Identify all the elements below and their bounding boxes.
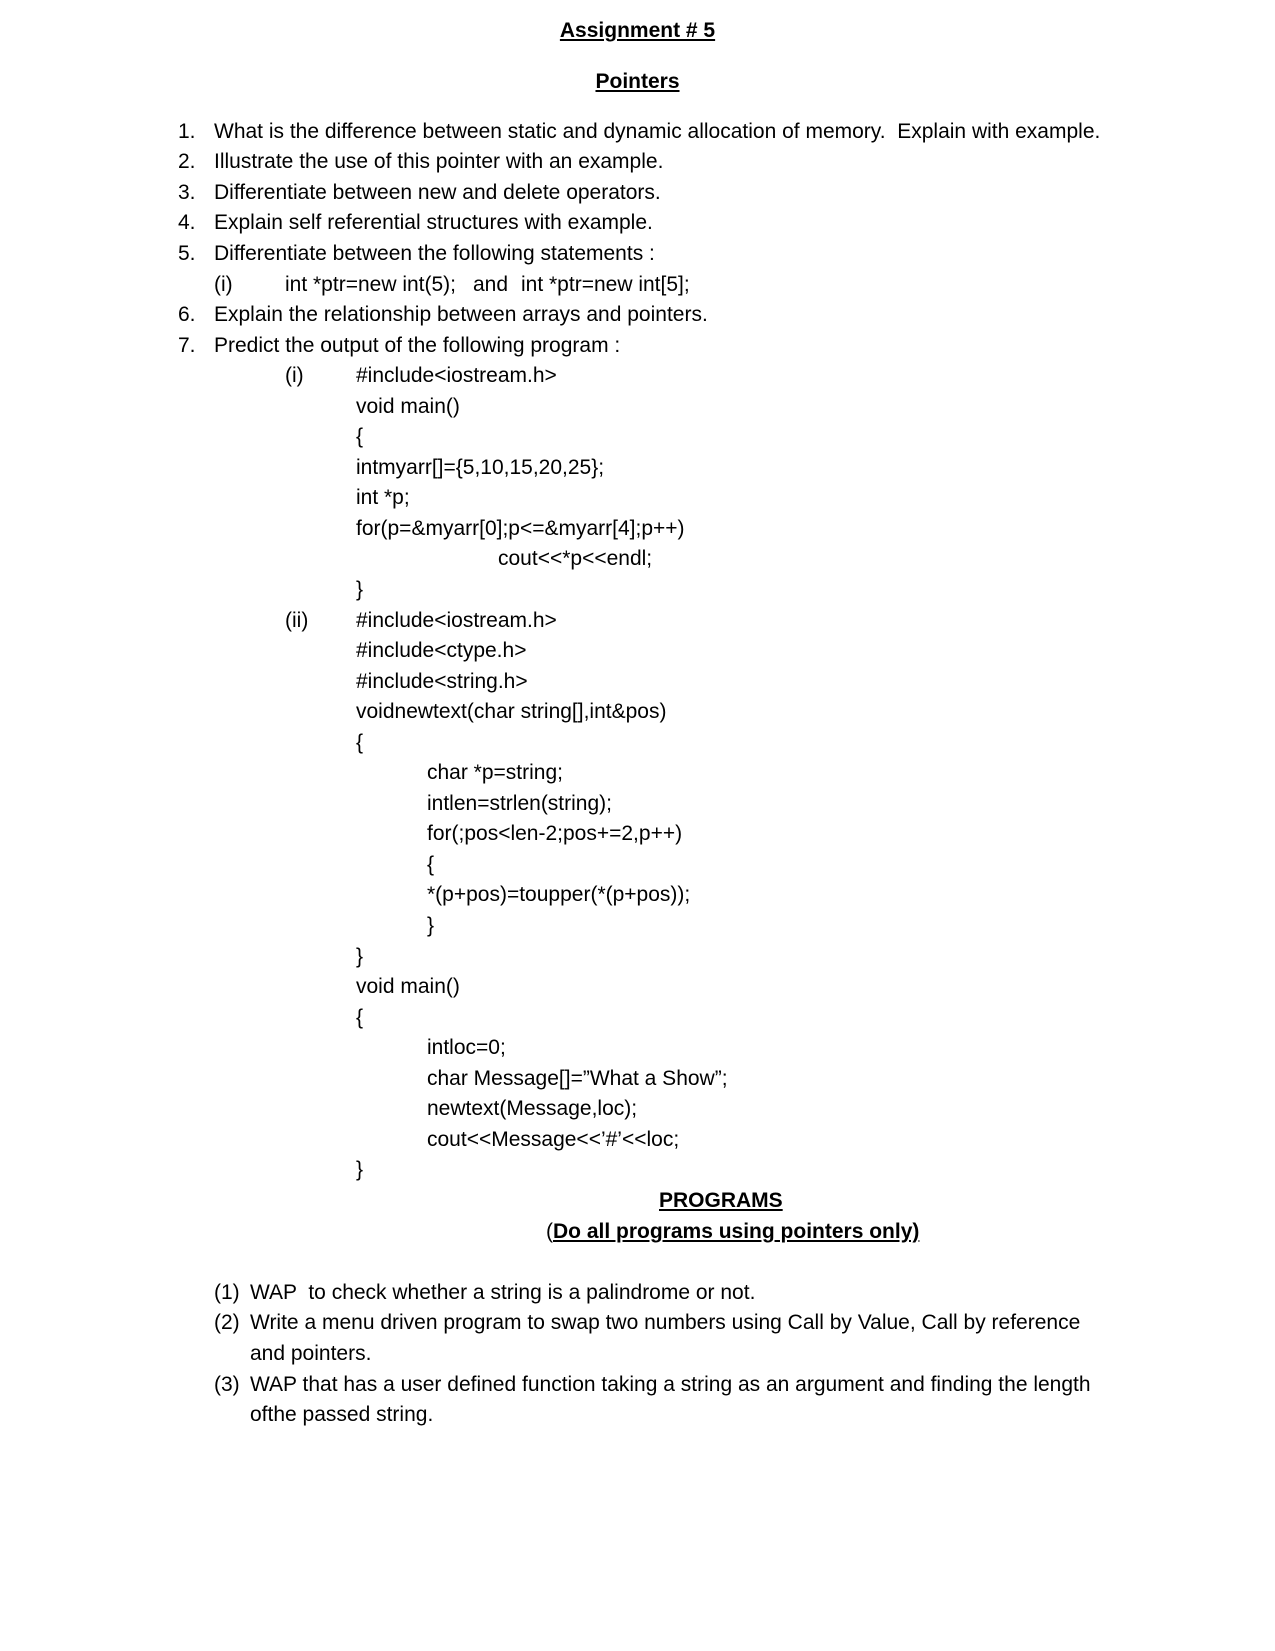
code-line: } — [427, 914, 435, 937]
program-number: (3) — [214, 1373, 240, 1396]
code-line: intmyarr[]={5,10,15,20,25}; — [356, 456, 605, 479]
question-number: 3. — [178, 181, 196, 204]
code-line: } — [356, 578, 364, 601]
question-text: Differentiate between new and delete operators. — [214, 181, 661, 204]
program-text: and pointers. — [250, 1342, 372, 1365]
question-number: 4. — [178, 211, 196, 234]
statement-two: int *ptr=new int[5]; — [521, 273, 690, 296]
code-line: *(p+pos)=toupper(*(p+pos)); — [427, 883, 691, 906]
question-number: 2. — [178, 150, 196, 173]
question-number: 5. — [178, 242, 196, 265]
code-line: voidnewtext(char string[],int&pos) — [356, 700, 667, 723]
code-line: #include<string.h> — [356, 670, 528, 693]
program-text: WAP that has a user defined function taking a string as an argument and finding the length — [250, 1373, 1091, 1396]
code-line: } — [356, 1158, 364, 1181]
code-line: #include<iostream.h> — [356, 364, 557, 387]
code-line: intlen=strlen(string); — [427, 792, 612, 815]
code-line: char Message[]=”What a Show”; — [427, 1067, 728, 1090]
code-line: #include<iostream.h> — [356, 609, 557, 632]
question-number: 6. — [178, 303, 196, 326]
code-line: #include<ctype.h> — [356, 639, 527, 662]
sub-item-label: (i) — [214, 273, 233, 296]
code-line: int *p; — [356, 486, 410, 509]
programs-heading: PROGRAMS — [659, 1189, 783, 1212]
programs-note-text: Do all programs using pointers only) — [553, 1220, 920, 1243]
program-label: (i) — [285, 364, 304, 387]
code-line: { — [356, 1006, 364, 1029]
program-number: (1) — [214, 1281, 240, 1304]
code-line: char *p=string; — [427, 761, 563, 784]
code-line: cout<<Message<<’#’<<loc; — [427, 1128, 680, 1151]
question-text: Illustrate the use of this pointer with an example. — [214, 150, 664, 173]
question-number: 1. — [178, 120, 196, 143]
program-number: (2) — [214, 1311, 240, 1334]
code-line: void main() — [356, 395, 460, 418]
page-title: Assignment # 5 — [559, 19, 716, 42]
program-text: Write a menu driven program to swap two numbers using Call by Value, Call by reference — [250, 1311, 1081, 1334]
programs-note — [546, 1219, 919, 1245]
code-line: } — [356, 945, 364, 968]
code-line: cout<<*p<<endl; — [498, 547, 653, 570]
code-line: for(p=&myarr[0];p<=&myarr[4];p++) — [356, 517, 685, 540]
code-line: void main() — [356, 975, 460, 998]
question-number: 7. — [178, 334, 196, 357]
programs-note-paren: ( — [546, 1220, 553, 1243]
question-text: Predict the output of the following program : — [214, 334, 621, 357]
code-line: { — [427, 853, 435, 876]
code-line: intloc=0; — [427, 1036, 506, 1059]
code-line: for(;pos<len-2;pos+=2,p++) — [427, 822, 683, 845]
question-text: Differentiate between the following statements : — [214, 242, 655, 265]
program-label: (ii) — [285, 609, 309, 632]
question-text: Explain self referential structures with example. — [214, 211, 653, 234]
statement-connector: and — [473, 273, 509, 296]
code-line: newtext(Message,loc); — [427, 1097, 638, 1120]
program-text: WAP to check whether a string is a palindrome or not. — [250, 1281, 756, 1304]
question-text: Explain the relationship between arrays and pointers. — [214, 303, 708, 326]
question-text: What is the difference between static and dynamic allocation of memory. Explain with example. — [214, 120, 1101, 143]
code-line: { — [356, 731, 364, 754]
program-text: ofthe passed string. — [250, 1403, 434, 1426]
page-subtitle: Pointers — [595, 70, 680, 93]
code-line: { — [356, 425, 364, 448]
statement-one: int *ptr=new int(5); — [285, 273, 456, 296]
